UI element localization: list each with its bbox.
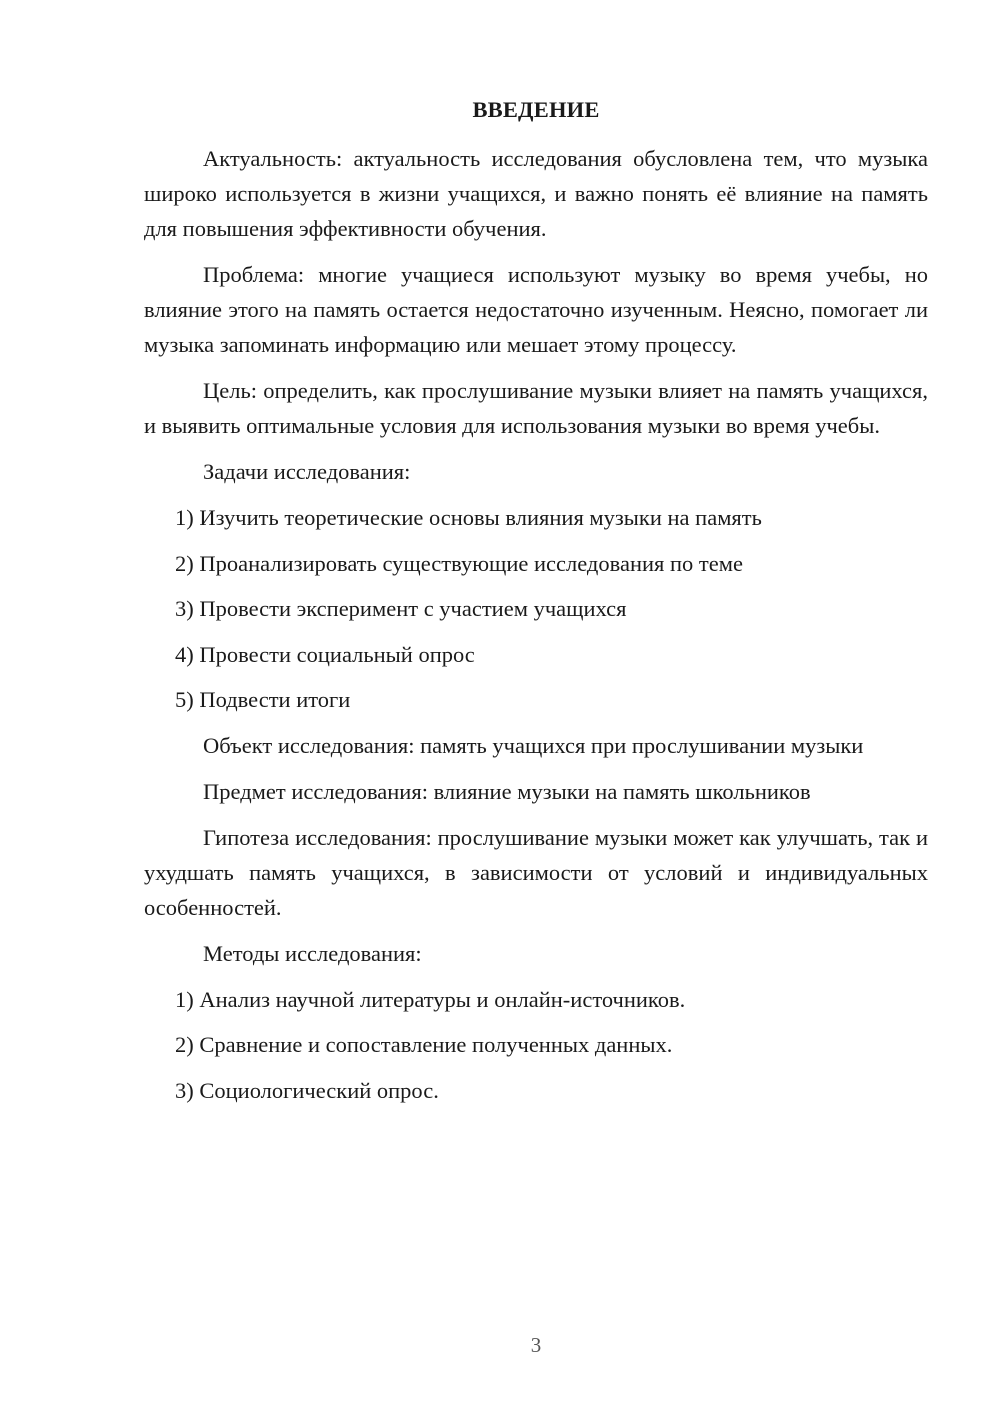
object-paragraph: Объект исследования: память учащихся при прослушивании музыки — [203, 732, 864, 758]
tasks-list — [144, 500, 928, 717]
subject-paragraph: Предмет исследования: влияние музыки на память школьников — [203, 778, 811, 804]
method-item: 1) Анализ научной литературы и онлайн-источников. — [175, 986, 686, 1012]
goal-paragraph: Цель: определить, как прослушивание музыки влияет на память учащихся, и выявить оптимальные условия для использования музыки во время учебы. — [144, 378, 928, 438]
page-title: ВВЕДЕНИЕ — [472, 97, 600, 122]
relevance-paragraph: Актуальность: актуальность исследования обусловлена тем, что музыка широко используется в жизни учащихся, и важно понять её влияние на память для повышения эффективности обучения. — [144, 146, 928, 241]
task-item: 5) Подвести итоги — [175, 687, 351, 712]
task-item: 3) Провести эксперимент с участием учащихся — [175, 596, 627, 621]
tasks-heading: Задачи исследования: — [203, 459, 411, 484]
method-item: 2) Сравнение и сопоставление полученных данных. — [175, 1032, 673, 1057]
task-item: 2) Проанализировать существующие исследования по теме — [175, 550, 743, 576]
task-item: 1) Изучить теоретические основы влияния музыки на память — [175, 505, 762, 530]
hypothesis-paragraph: Гипотеза исследования: прослушивание музыки может как улучшать, так и ухудшать память учащихся, в зависимости от условий и индивидуальных особенностей. — [144, 824, 928, 920]
methods-heading: Методы исследования: — [203, 940, 422, 966]
document-body — [144, 141, 928, 1118]
method-item: 3) Социологический опрос. — [175, 1077, 439, 1103]
methods-list — [144, 982, 928, 1108]
problem-paragraph: Проблема: многие учащиеся используют музыку во время учебы, но влияние этого на память остается недостаточно изученным. Неясно, помогает ли музыка запоминать информацию или мешает этому процессу. — [144, 262, 928, 357]
task-item: 4) Провести социальный опрос — [175, 641, 475, 667]
page-number: 3 — [530, 1333, 542, 1357]
